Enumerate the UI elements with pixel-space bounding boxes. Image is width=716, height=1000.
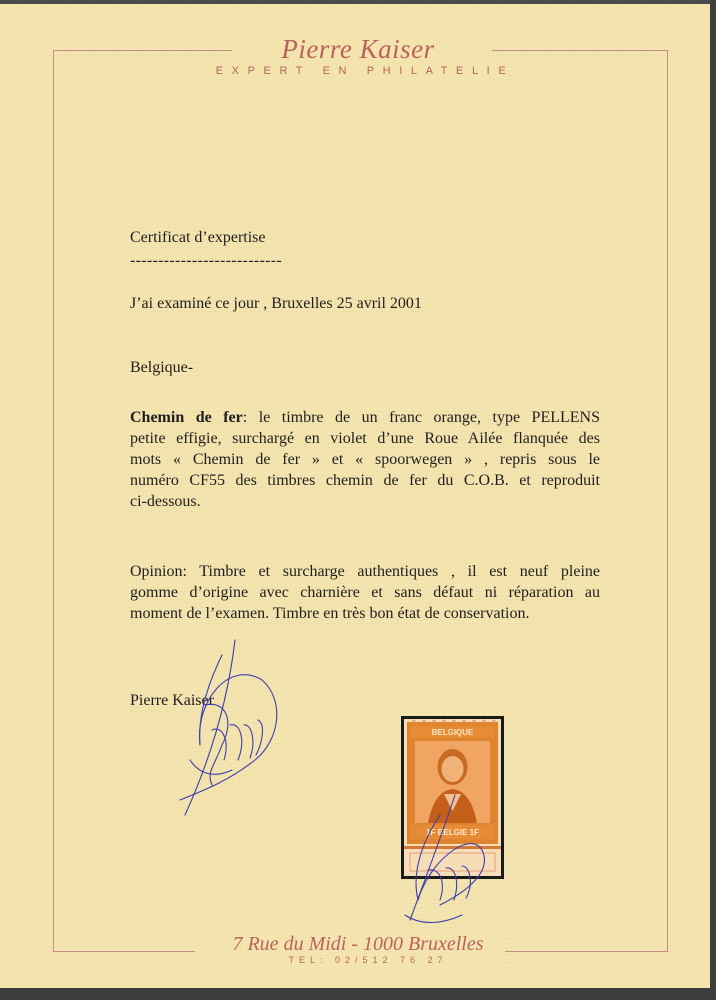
stamp-image <box>404 719 501 876</box>
signer-name: Pierre Kaiser <box>130 692 214 709</box>
description-line-5: ci-dessous. <box>130 493 201 510</box>
description-line-3: mots « Chemin de fer » et « spoorwegen » , repris sous le <box>130 451 600 468</box>
letterhead-tagline: EXPERT EN PHILATELIE <box>215 65 515 77</box>
examination-statement: J’ai examiné ce jour , Bruxelles 25 avril 2001 <box>130 295 422 312</box>
footer-telephone: TEL: 02/512 76 27 <box>288 955 448 965</box>
expert-opinion <box>130 561 600 624</box>
stamp-country-label: BELGIQUE <box>431 728 474 737</box>
scan-edge-bottom <box>0 988 716 1000</box>
scan-edge-top <box>0 0 716 4</box>
scan-edge-right <box>710 0 716 1000</box>
footer-address: 7 Rue du Midi - 1000 Bruxelles <box>232 933 484 955</box>
description-line-2: petite effigie, surchargé en violet d’une Roue Ailée flanquée des <box>130 430 600 447</box>
title-underline: --------------------------- <box>130 252 282 269</box>
stamp-description <box>130 407 600 512</box>
description-label: Chemin de fer <box>130 409 243 426</box>
certificate-title: Certificat d’expertise <box>130 229 266 246</box>
stamp-value-label: 1F BELGIE 1F <box>426 828 479 837</box>
description-line-4: numéro CF55 des timbres chemin de fer du C.O.B. et reproduit <box>130 472 600 489</box>
opinion-line-1: Opinion: Timbre et surcharge authentiques , il est neuf pleine <box>130 563 600 580</box>
letterhead-brand: Pierre Kaiser <box>281 34 435 64</box>
country-label: Belgique- <box>130 359 194 376</box>
description-line-1: Chemin de fer: le timbre de un franc orange, type PELLENS <box>130 409 600 426</box>
opinion-line-2: gomme d’origine avec charnière et sans défaut ni réparation au <box>130 584 600 601</box>
opinion-line-3: moment de l’examen. Timbre en très bon état de conservation. <box>130 605 530 622</box>
